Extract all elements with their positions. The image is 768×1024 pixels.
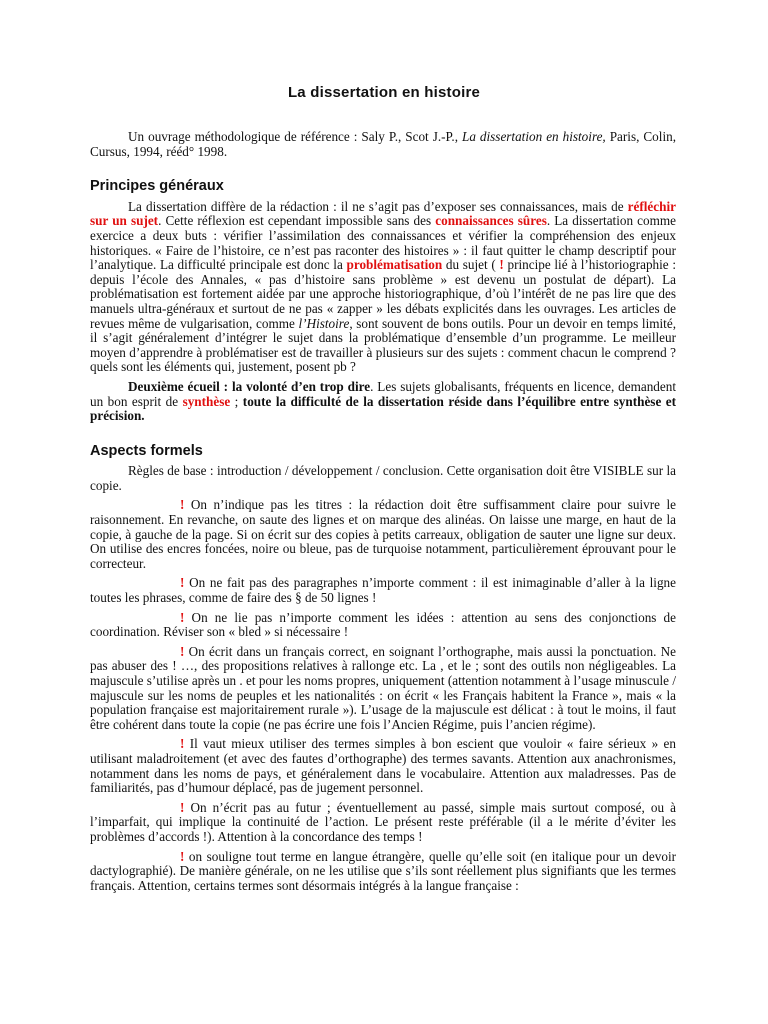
exclamation-mark: ! (180, 799, 185, 815)
document-title: La dissertation en histoire (287, 84, 481, 101)
principes-paragraph-2 (90, 380, 676, 424)
rule-paragraph (90, 498, 676, 571)
section-heading-aspects: Aspects formels (90, 442, 203, 459)
rule-text: on souligne tout terme en langue étrangère, quelle qu’elle soit (en italique pour un devoir dactylographié). De manière générale, on ne les utilise que s’ils sont réellement plus signifiants que les termes français. Attention, certains termes sont désormais intégrés à la langue française : (90, 848, 676, 893)
rule-text: On ne fait pas des paragraphes n’importe comment : il est inimaginable d’aller à la ligne toutes les phrases, comme de faire des § de 50 lignes ! (90, 575, 676, 606)
rule-text: On n’écrit pas au futur ; éventuellement au passé, simple mais surtout composé, ou à l’imparfait, qui implique la continuité de l’action. Le présent reste préférable (il a le mérite d’éviter les problèmes d’accords !). Attention à la concordance des temps ! (90, 799, 676, 844)
rule-text: Il vaut mieux utiliser des termes simples à bon escient que vouloir « faire sérieux » en utilisant maladroitement (et avec des fautes d’orthographe) des termes savants. Attention aux anachronismes, notamment dans les noms de pays, et généralement dans le vocabulaire. Attention aux maladresses. Pas de familiarités, pas d’humour déplacé, pas de jugement personnel. (90, 736, 676, 796)
highlight-connaissances: connaissances sûres (435, 213, 547, 229)
rule-paragraph (90, 737, 676, 795)
rule-text: On ne lie pas n’importe comment les idées : attention au sens des conjonctions de coordination. Réviser son « bled » si nécessaire ! (90, 609, 676, 640)
highlight-reflechir: réfléchir sur un sujet (90, 198, 676, 229)
text-segment: ; (230, 393, 243, 409)
rule-text: On n’indique pas les titres : la rédaction doit être suffisamment claire pour suivre le raisonnement. En revanche, on saute des lignes et on marque des alinéas. On laisse une marge, en haut de la copie, à gauche de la page. Si on écrit sur des copies à petits carreaux, obligation de sauter une ligne sur deux. On utilise des encres foncées, noire ou bleue, pas de turquoise notamment, particulièrement éprouvant pour le correcteur. (90, 497, 676, 571)
highlight-problematisation: problématisation (346, 257, 443, 273)
exclamation-mark: ! (499, 257, 504, 273)
text-segment: La dissertation diffère de la rédaction : il ne s’agit pas d’exposer ses connaissances, mais de (128, 198, 628, 214)
aspects-intro-paragraph: Règles de base : introduction / développement / conclusion. Cette organisation doit être VISIBLE sur la copie. (90, 463, 676, 493)
principes-paragraph-1 (90, 200, 676, 375)
rule-paragraph (90, 576, 676, 605)
text-segment: . La dissertation comme exercice a deux buts : vérifier l’assimilation des connaissances et vérifier la compréhension des enjeux historiques. « Faire de l’histoire, ce n’est pas raconter des histoires » : il faut quitter le champ descriptif pour l’analytique. La difficulté principale est donc la (90, 213, 676, 273)
exclamation-mark: ! (180, 575, 185, 591)
highlight-synthese: synthèse (182, 393, 231, 409)
text-segment: du sujet ( (442, 257, 500, 273)
text-segment: , sont souvent de bons outils. Pour un devoir en temps limité, il s’agit généralement d’intégrer le sujet dans la problématique d’ensemble d’un programme. Le meilleur moyen d’apprendre à problématiser est de travailler à plusieurs sur des sujets : comment chacun le comprend ? quels sont les éléments qui, justement, posent pb ? (90, 315, 676, 375)
exclamation-mark: ! (180, 609, 185, 625)
book-title: La dissertation en histoire, (462, 129, 606, 144)
section-heading-principes: Principes généraux (90, 178, 224, 195)
text-segment: principe lié à l’historiographie : depuis l’école des Annales, « pas d’histoire sans problème » est devenu un postulat de départ). La problématisation est fortement aidée par une approche historiographique, d’où l’intérêt de ne pas lire que des manuels ultra-généraux et surtout de ne pas « zapper » les débats explicités dans les ouvrages. Les articles de revues même de vulgarisation, comme (90, 257, 676, 331)
rule-paragraph (90, 611, 676, 640)
exclamation-mark: ! (180, 497, 185, 513)
rule-paragraph (90, 850, 676, 894)
exclamation-mark: ! (180, 643, 185, 659)
rule-paragraph (90, 801, 676, 845)
rule-paragraph (90, 645, 676, 733)
exclamation-mark: ! (180, 736, 185, 752)
exclamation-mark: ! (180, 848, 185, 864)
document-body (90, 130, 676, 898)
journal-title: l’Histoire (298, 315, 350, 331)
text-segment: . Cette réflexion est cependant impossible sans des (158, 213, 436, 229)
bold-difficulte: toute la difficulté de la dissertation réside dans l’équilibre entre synthèse et précision. (90, 393, 677, 424)
rule-text: On écrit dans un français correct, en soignant l’orthographe, mais aussi la ponctuation. Ne pas abuser des ! …, des propositions relatives à rallonge etc. La , et le ; sont des outils non négligeables. La majuscule s’utilise après un . et pour les noms propres, uniquement (attention notamment à l’usage minuscule / majuscule sur les noms de peuples et les nationalités : on écrit « les Français habitent la France », mais « la population française est majoritairement rurale »). L’usage de la majuscule est délicat : à tout le moins, il faut être cohérent dans toute la copie (ne pas écrire une fois l’Ancien Régime, puis l’ancien régime). (90, 643, 676, 732)
intro-text: Un ouvrage méthodologique de référence : Saly P., Scot J.-P., (128, 129, 462, 144)
intro-text-end: Paris, Colin, Cursus, 1994, rééd° 1998. (90, 129, 676, 159)
bold-ecueil: Deuxième écueil : la volonté d’en trop dire (128, 378, 371, 394)
intro-paragraph (90, 130, 676, 159)
text-segment: . Les sujets globalisants, fréquents en licence, demandent un bon esprit de (90, 378, 676, 409)
